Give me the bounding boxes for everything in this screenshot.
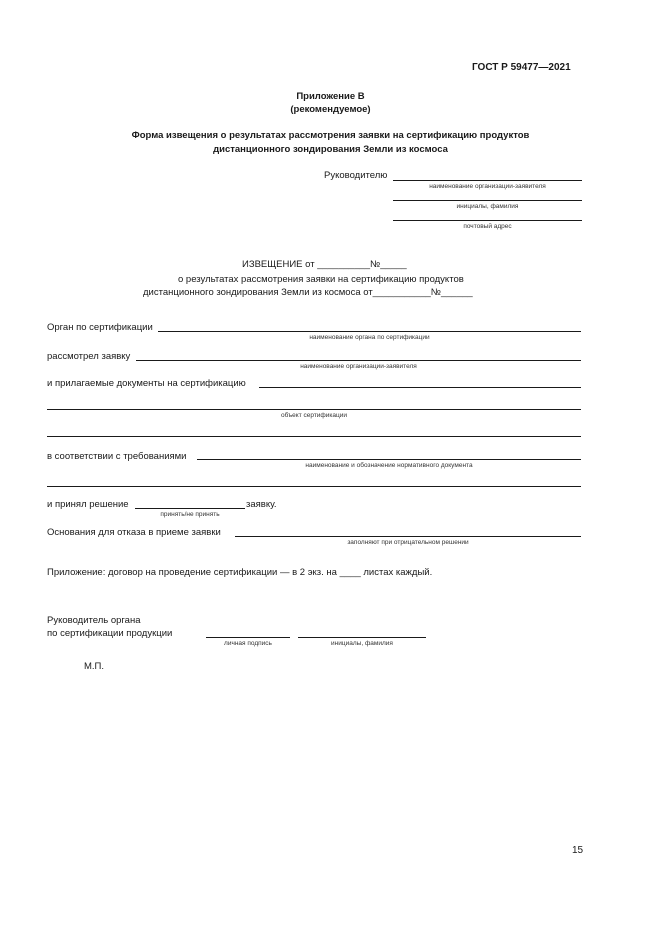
addressee-name-caption: инициалы, фамилия — [456, 203, 519, 210]
notice-line3: дистанционного зондирования Земли из космоса от___________№______ — [143, 287, 473, 298]
decision-line — [135, 508, 245, 509]
notice-line2: о результатах рассмотрения заявки на сертификацию продуктов — [178, 274, 464, 285]
appendix-title: Приложение В — [296, 91, 365, 102]
body-label: Орган по сертификации — [47, 322, 153, 333]
signature-line — [206, 637, 290, 638]
refusal-label: Основания для отказа в приеме заявки — [47, 527, 221, 538]
addressee-org-line — [393, 180, 582, 181]
reviewed-caption: наименование организации-заявителя — [300, 363, 417, 370]
requirements-caption: наименование и обозначение нормативного документа — [305, 462, 473, 469]
docs-label: и прилагаемые документы на сертификацию — [47, 378, 246, 389]
signature-name-caption: инициалы, фамилия — [331, 640, 393, 647]
signature-caption: личная подпись — [224, 640, 272, 647]
body-caption: наименование органа по сертификации — [309, 334, 430, 341]
addressee-name-line — [393, 200, 582, 201]
form-title-line2: дистанционного зондирования Земли из космоса — [213, 144, 448, 155]
standard-number: ГОСТ Р 59477—2021 — [472, 62, 571, 73]
decision-suffix: заявку. — [246, 499, 277, 510]
addressee-org-caption: наименование организации-заявителя — [429, 183, 546, 190]
appendix-subtitle: (рекомендуемое) — [290, 104, 371, 115]
reviewed-line — [136, 360, 581, 361]
object-line — [47, 409, 581, 410]
requirements-line — [197, 459, 581, 460]
addressee-address-caption: почтовый адрес — [463, 223, 512, 230]
refusal-caption: заполняют при отрицательном решении — [347, 539, 469, 546]
reviewed-label: рассмотрел заявку — [47, 351, 131, 362]
signature-name-line — [298, 637, 426, 638]
object-caption: объект сертификации — [280, 412, 347, 419]
requirements-label: в соответствии с требованиями — [47, 451, 187, 462]
decision-caption: принять/не принять — [160, 511, 220, 518]
body-line — [158, 331, 581, 332]
docs-line — [259, 387, 581, 388]
notice-line1: ИЗВЕЩЕНИЕ от __________№_____ — [242, 259, 407, 270]
form-title-line1: Форма извещения о результатах рассмотрения заявки на сертификацию продуктов — [131, 130, 530, 141]
page-number: 15 — [572, 845, 584, 856]
object-extra-line — [47, 436, 581, 437]
refusal-line — [235, 536, 581, 537]
signature-title-line1: Руководитель органа — [47, 615, 141, 626]
attachment-text: Приложение: договор на проведение сертификации — в 2 экз. на ____ листах каждый. — [47, 567, 433, 578]
decision-label: и принял решение — [47, 499, 129, 510]
signature-title-line2: по сертификации продукции — [47, 628, 173, 639]
requirements-extra-line — [47, 486, 581, 487]
addressee-label: Руководителю — [324, 170, 388, 181]
addressee-address-line — [393, 220, 582, 221]
stamp-label: М.П. — [84, 661, 105, 672]
